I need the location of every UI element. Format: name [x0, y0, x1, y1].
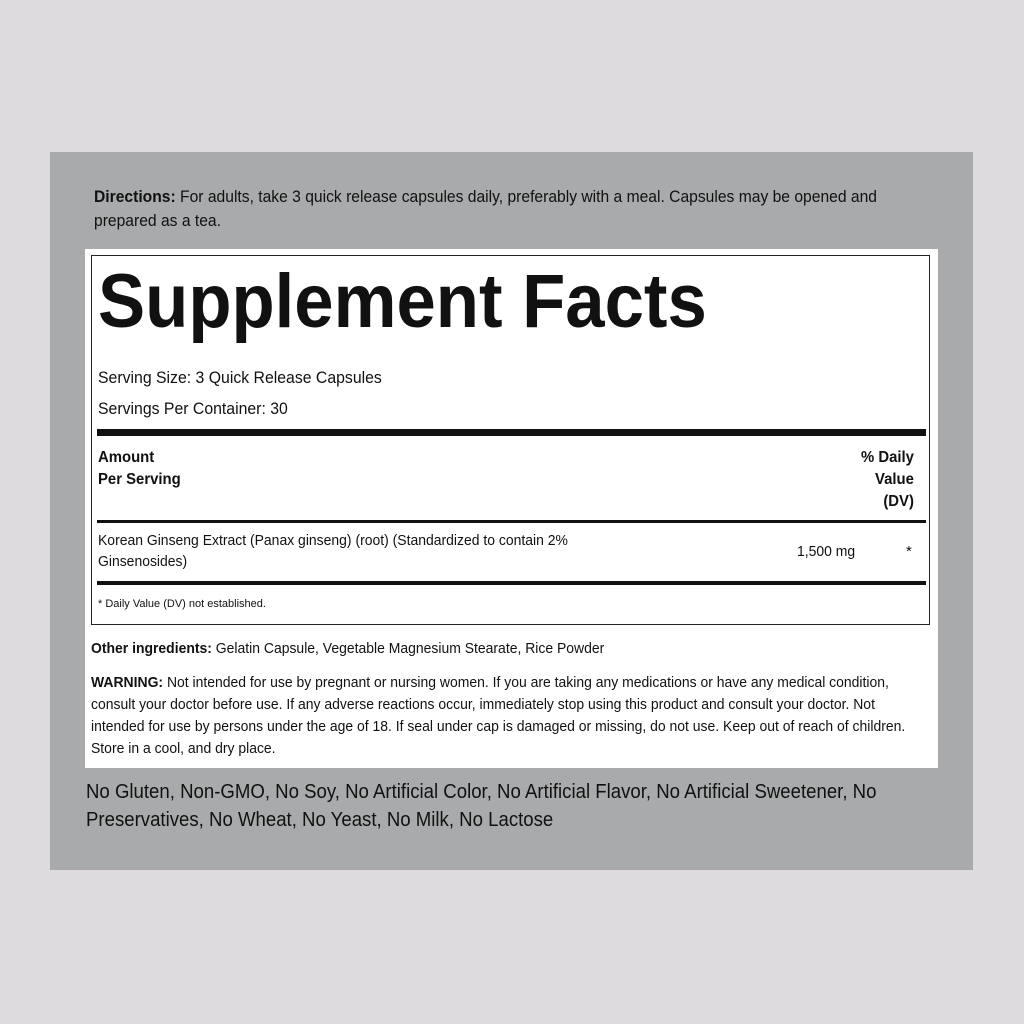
warning-text — [91, 672, 928, 760]
free-from-statement: No Gluten, Non-GMO, No Soy, No Artificial Color, No Artificial Flavor, No Artificial Sweetener, No Preservatives, No Wheat, No Yeast, No Milk, No Lactose — [86, 781, 877, 831]
supplement-facts-title: Supplement Facts — [98, 259, 707, 344]
thick-divider-top — [97, 429, 926, 436]
daily-value-line-2: Value — [875, 471, 914, 488]
warning-body: Not intended for use by pregnant or nursing women. If you are taking any medications or have any medical condition, consult your doctor before use. If any adverse reactions occur, immediately stop using this product and consult your doctor. Not intended for use by persons under the age of 18. If seal under cap is damaged or missing, do not use. Keep out of reach of children. Store in a cool, and dry place. — [91, 674, 906, 757]
daily-value-line-1: % Daily — [861, 449, 914, 466]
warning-label: WARNING: — [91, 674, 164, 691]
directions-label: Directions: — [94, 187, 176, 206]
daily-value-header — [861, 447, 914, 513]
per-serving-header-line: Per Serving — [98, 471, 181, 488]
daily-value-footnote: * Daily Value (DV) not established. — [98, 598, 266, 610]
other-ingredients-list: Gelatin Capsule, Vegetable Magnesium Stearate, Rice Powder — [211, 640, 605, 657]
directions-text — [94, 185, 913, 233]
servings-per-container: Servings Per Container: 30 — [98, 399, 288, 418]
serving-size: Serving Size: 3 Quick Release Capsules — [98, 368, 382, 387]
ingredient-daily-value: * — [906, 543, 912, 560]
amount-per-serving-header — [98, 447, 181, 491]
other-ingredients-label: Other ingredients: — [91, 640, 212, 657]
ingredient-amount: 1,500 mg — [797, 543, 856, 560]
header-divider — [97, 520, 926, 523]
daily-value-line-3: (DV) — [883, 493, 914, 510]
ingredient-name: Korean Ginseng Extract (Panax ginseng) (root) (Standardized to contain 2% Ginsenosides) — [98, 532, 568, 570]
amount-header-line: Amount — [98, 449, 155, 466]
directions-body: For adults, take 3 quick release capsules daily, preferably with a meal. Capsules may be opened and prepared as a tea. — [94, 187, 877, 230]
other-ingredients — [91, 638, 604, 659]
thick-divider-bottom — [97, 581, 926, 585]
